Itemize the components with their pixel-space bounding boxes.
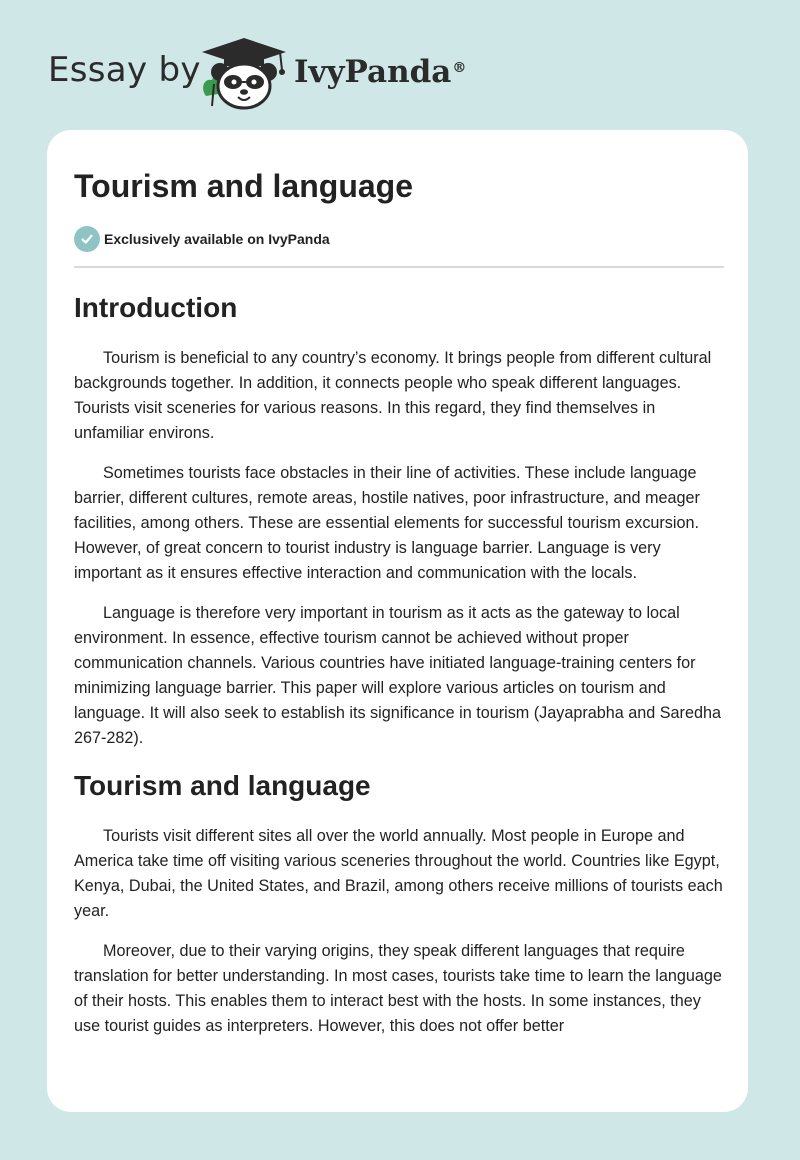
section-introduction-body <box>74 346 724 751</box>
section-heading-introduction: Introduction <box>74 292 238 323</box>
paragraph: Language is therefore very important in tourism as it acts as the gateway to local environment. In essence, effective tourism cannot be achieved without proper communication channels. Various countries have initiated language-training centers for minimizing language barrier. This paper will explore various articles on tourism and language. It will also seek to establish its significance in tourism (Jayaprabha and Saredha 267-282). <box>74 604 721 747</box>
brand-name-text: IvyPanda <box>294 54 452 90</box>
essay-card <box>47 130 748 1112</box>
panda-graduate-icon[interactable] <box>198 36 290 110</box>
paragraph: Tourism is beneficial to any country’s economy. It brings people from different cultural backgrounds together. In addition, it connects people who speak different languages. Tourists visit sceneries for various reasons. In this regard, they find themselves in unfamiliar environs. <box>74 349 712 442</box>
essay-title: Tourism and language <box>74 168 413 204</box>
check-icon <box>74 226 100 252</box>
registered-mark: ® <box>452 60 467 76</box>
brand-name[interactable] <box>294 52 466 92</box>
section-heading-tourism-and-language: Tourism and language <box>74 770 371 801</box>
brand-prefix: Essay by <box>48 50 201 90</box>
badge-text: Exclusively available on IvyPanda <box>104 231 330 247</box>
paragraph: Moreover, due to their varying origins, they speak different languages that require translation for better understanding. In most cases, tourists take time to learn the language of their hosts. This enables them to interact best with the hosts. In some instances, they use tourist guides as interpreters. However, this does not offer better <box>74 942 722 1035</box>
paragraph: Tourists visit different sites all over the world annually. Most people in Europe and America take time off visiting various sceneries throughout the world. Countries like Egypt, Kenya, Dubai, the United States, and Brazil, among others receive millions of tourists each year. <box>74 827 723 920</box>
section-tourism-body <box>74 824 724 1039</box>
divider <box>74 266 724 268</box>
essay-content <box>74 130 724 1054</box>
site-header <box>0 0 800 130</box>
paragraph: Sometimes tourists face obstacles in their line of activities. These include language barrier, different cultures, remote areas, hostile natives, poor infrastructure, and meager facilities, among others. These are essential elements for successful tourism excursion. However, of great concern to tourist industry is language barrier. Language is very important as it ensures effective interaction and communication with the locals. <box>74 464 700 582</box>
exclusive-badge <box>74 226 724 252</box>
